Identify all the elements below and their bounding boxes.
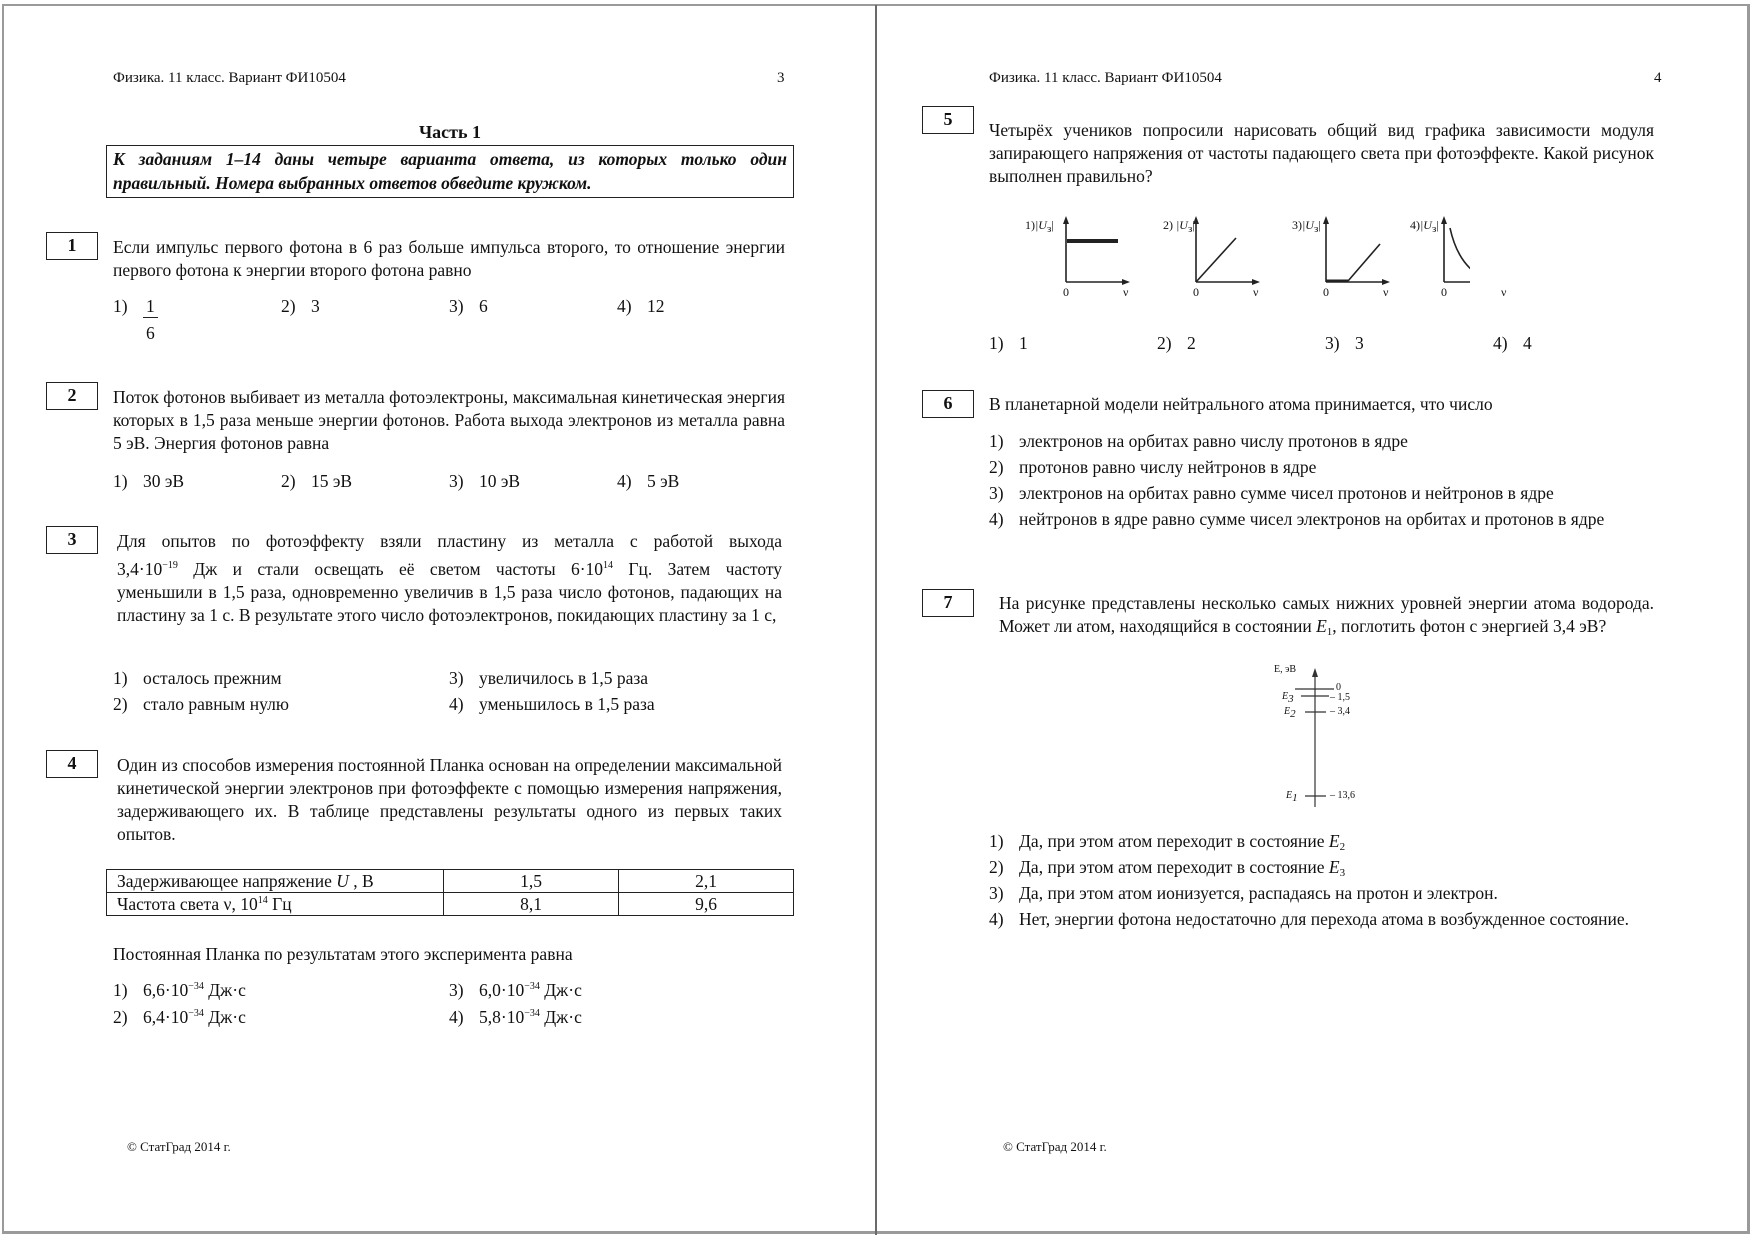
stopping-voltage-graphs <box>1050 214 1470 300</box>
q6-option-1[interactable]: 1) электронов на орбитах равно числу протонов в ядре <box>989 431 1408 451</box>
page-divider <box>875 5 877 1235</box>
copyright-footer: © СтатГрад 2014 г. <box>127 1139 231 1154</box>
table-cell: 1,5 <box>444 870 619 893</box>
page-header-title: Физика. 11 класс. Вариант ФИ10504 <box>113 70 346 86</box>
page-header-title: Физика. 11 класс. Вариант ФИ10504 <box>989 70 1222 86</box>
question-2-text: Поток фотонов выбивает из металла фотоэлектроны, максимальная кинетическая энергия которых в 1,5 раза меньше энергии фотонов. Работа выхода электронов из металла равна 5 эВ. Энергия фотонов равна <box>113 387 785 453</box>
q2-option-1[interactable]: 1) 30 эВ <box>113 471 185 491</box>
level-e1-value: – 13,6 <box>1330 790 1355 801</box>
part-title: Часть 1 <box>418 122 482 142</box>
row-label: Частота света ν, $10^{14}$ Гц <box>107 893 444 916</box>
graph-1-x-label: ν <box>1123 285 1129 299</box>
graph-3-x-label: ν <box>1383 285 1389 299</box>
copyright-footer: © СтатГрад 2014 г. <box>1003 1139 1107 1154</box>
graph-2-label: 2) $|U_з|$ <box>1163 218 1195 235</box>
q7-option-4[interactable]: 4) Нет, энергии фотона недостаточно для перехода атома в возбужденное состояние. <box>989 909 1630 929</box>
instruction-box: К заданиям 1–14 даны четыре варианта ответа, из которых только один правильный. Номера выбранных ответов обведите кружком. <box>106 145 794 198</box>
level-e3-name: $E_3$ <box>1282 691 1294 705</box>
question-number-7: 7 <box>922 589 974 617</box>
graph-4-label: $4)|U_з|$ <box>1410 218 1439 235</box>
question-number-1: 1 <box>46 232 98 260</box>
q3-option-4[interactable]: 4) уменьшилось в 1,5 раза <box>449 694 655 714</box>
q4-option-2[interactable]: 2) $6,4\cdot 10^{-34}$ Дж·с <box>113 1007 246 1027</box>
q5-option-3[interactable]: 3) 3 <box>1325 333 1364 353</box>
energy-axis <box>1278 665 1418 810</box>
graph-3-label: $3)|U_з|$ <box>1292 218 1321 235</box>
q2-option-2[interactable]: 2) 15 эВ <box>281 471 353 491</box>
q4-option-1[interactable]: 1) $6,6\cdot 10^{-34}$ Дж·с <box>113 980 246 1000</box>
q7-option-2[interactable]: 2) Да, при этом атом переходит в состояние $E_3$ <box>989 857 1346 879</box>
q1-option-2[interactable]: 2) 3 <box>281 296 320 316</box>
level-e3-value: – 1,5 <box>1330 692 1350 703</box>
question-3-text: Для опытов по фотоэффекту взяли пластину из металла с работой выхода $3,4\cdot 10^{-19}$ Дж и стали освещать её светом частоты $6\cdot 10^{14}$ Гц. Затем частоту уменьшили в 1,5 раза, одновременно увеличив в 1,5 раза число фотонов, падающих на пластину за 1 с. В результате этого число фотоэлектронов, покидающих пластину за 1 с, <box>117 531 783 625</box>
question-number-6: 6 <box>922 390 974 418</box>
row-label: Задерживающее напряжение U , В <box>107 870 444 893</box>
energy-axis-label: E, эВ <box>1274 664 1297 675</box>
question-1-text: Если импульс первого фотона в 6 раз больше импульса второго, то отношение энергии первого фотона к энергии второго фотона равно <box>113 237 785 280</box>
graph-2-origin: 0 <box>1193 285 1199 299</box>
question-number-3: 3 <box>46 526 98 554</box>
question-4-prompt: Постоянная Планка по результатам этого эксперимента равна <box>113 944 573 964</box>
q5-option-4[interactable]: 4) 4 <box>1493 333 1532 353</box>
question-number-4: 4 <box>46 750 98 778</box>
table-cell: 2,1 <box>619 870 794 893</box>
q6-options <box>989 428 1659 531</box>
q6-option-3[interactable]: 3) электронов на орбитах равно сумме чисел протонов и нейтронов в ядре <box>989 483 1554 503</box>
q2-option-4[interactable]: 4) 5 эВ <box>617 471 680 491</box>
q7-options <box>989 828 1659 931</box>
q5-option-1[interactable]: 1) 1 <box>989 333 1028 353</box>
graphs-row <box>1050 214 1470 300</box>
q1-option-4[interactable]: 4) 12 <box>617 296 665 316</box>
question-7-text: На рисунке представлены несколько самых нижних уровней энергии атома водорода. Может ли атом, находящийся в состоянии $E_1$, поглотить фотон с энергией 3,4 эВ? <box>999 593 1654 638</box>
q3-option-1[interactable]: 1) осталось прежним <box>113 668 282 688</box>
page-number: 3 <box>777 70 785 86</box>
q7-option-1[interactable]: 1) Да, при этом атом переходит в состояние $E_2$ <box>989 831 1346 853</box>
q4-option-4[interactable]: 4) $5,8\cdot 10^{-34}$ Дж·с <box>449 1007 582 1027</box>
level-e1-name: $E_1$ <box>1286 790 1298 804</box>
graph-4-x-label: ν <box>1501 285 1507 299</box>
graph-3-origin: 0 <box>1323 285 1329 299</box>
q7-option-3[interactable]: 3) Да, при этом атом ионизуется, распадаясь на протон и электрон. <box>989 883 1498 903</box>
q5-option-2[interactable]: 2) 2 <box>1157 333 1196 353</box>
q4-option-3[interactable]: 3) $6,0\cdot 10^{-34}$ Дж·с <box>449 980 582 1000</box>
question-5-text: Четырёх учеников попросили нарисовать общий вид графика зависимости модуля запирающего напряжения от частоты падающего света при фотоэффекте. Какой рисунок выполнен правильно? <box>989 120 1654 186</box>
graph-2-x-label: ν <box>1253 285 1259 299</box>
q1-option-1[interactable]: 1) $\frac{1}{6}$ <box>113 295 158 348</box>
fraction: $\frac{1}{6}$ <box>143 295 158 348</box>
table-row <box>107 870 794 893</box>
level-e2-value: – 3,4 <box>1330 706 1350 717</box>
q1-option-3[interactable]: 3) 6 <box>449 296 488 316</box>
page-number: 4 <box>1654 70 1662 86</box>
q3-option-3[interactable]: 3) увеличилось в 1,5 раза <box>449 668 649 688</box>
level-e2-name: $E_2$ <box>1284 706 1296 720</box>
q6-option-2[interactable]: 2) протонов равно числу нейтронов в ядре <box>989 457 1317 477</box>
table-cell: 8,1 <box>444 893 619 916</box>
question-6-text: В планетарной модели нейтрального атома принимается, что число <box>989 394 1493 414</box>
table-cell: 9,6 <box>619 893 794 916</box>
q6-option-4[interactable]: 4) нейтронов в ядре равно сумме чисел электронов на орбитах и протонов в ядре <box>989 509 1605 529</box>
energy-level-diagram <box>1274 664 1418 810</box>
page-3 <box>0 0 875 1239</box>
q3-option-2[interactable]: 2) стало равным нулю <box>113 694 289 714</box>
graph-4-origin: 0 <box>1441 285 1447 299</box>
graph-1-origin: 0 <box>1063 285 1069 299</box>
page-4 <box>878 0 1754 1239</box>
question-number-5: 5 <box>922 106 974 134</box>
question-number-2: 2 <box>46 382 98 410</box>
question-4-text: Один из способов измерения постоянной Планка основан на определении максимальной кинетической энергии электронов при фотоэффекте с помощью измерения напряжения, задерживающего их. В таблице представлены результаты одного из первых таких опытов. <box>117 755 782 844</box>
data-table <box>106 869 794 916</box>
level-0-value: 0 <box>1336 682 1341 693</box>
q2-option-3[interactable]: 3) 10 эВ <box>449 471 521 491</box>
table-row <box>107 893 794 916</box>
graph-1-label: $1)|U_з|$ <box>1025 218 1054 235</box>
